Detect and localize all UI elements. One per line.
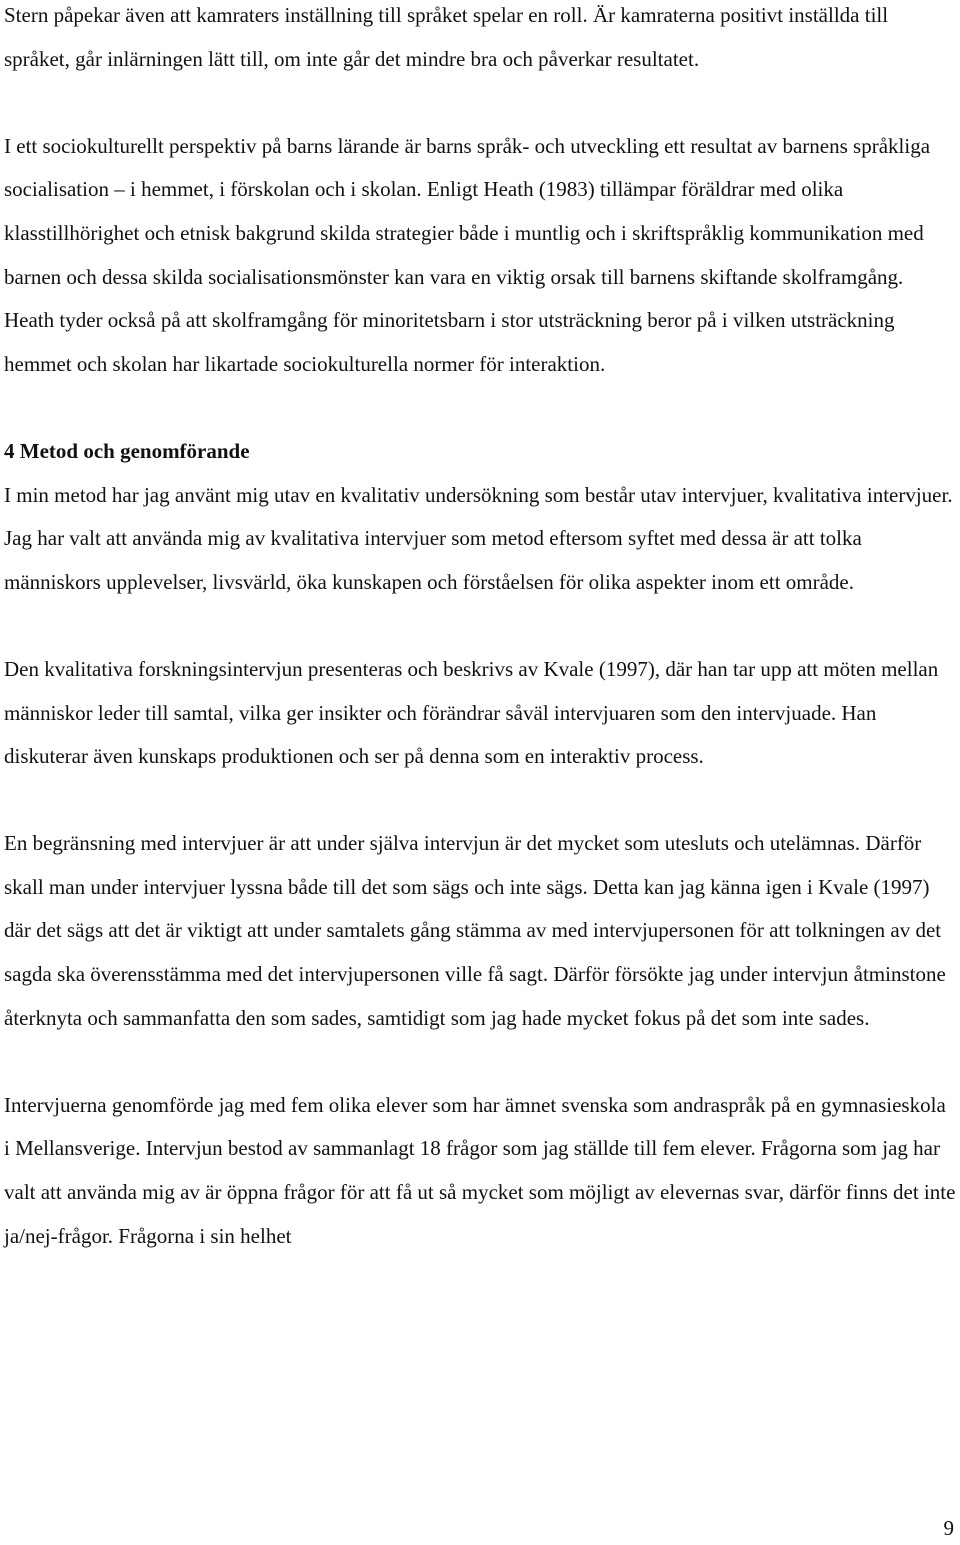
page-number: 9 <box>943 1516 954 1540</box>
paragraph-kamrater: Stern påpekar även att kamraters inställning till språket spelar en roll. Är kamraterna positivt inställda till språket, går inlärningen lätt till, om inte går det mindre bra och påverkar resultatet. <box>4 3 889 71</box>
paragraph-spacer <box>4 386 956 430</box>
paragraph-spacer <box>4 779 956 823</box>
paragraph-spacer <box>4 81 956 125</box>
paragraph-metod: I min metod har jag använt mig utav en kvalitativ undersökning som består utav intervjuer, kvalitativa intervjuer. Jag har valt att använda mig av kvalitativa intervjuer som metod eftersom syftet med dessa är att tolka människors upplevelser, livsvärld, öka kunskapen och förståelsen för olika aspekter inom ett område. <box>4 482 953 594</box>
paragraph-spacer <box>4 1040 956 1084</box>
paragraph-spacer <box>4 604 956 648</box>
paragraph-sociokulturellt: I ett sociokulturellt perspektiv på barns lärande är barns språk- och utveckling ett resultat av barnens språkliga socialisation – i hemmet, i förskolan och i skolan. Enligt Heath (1983) tillämpar föräldrar med olika klasstillhörighet och etnisk bakgrund skilda strategier både i muntlig och i skriftspråklig kommunikation med barnen och dessa skilda socialisationsmönster kan vara en viktig orsak till barnens skiftande skolframgång. Heath tyder också på att skolframgång för minoritetsbarn i stor utsträckning beror på i vilken utsträckning hemmet och skolan har likartade sociokulturella normer för interaktion. <box>4 133 931 376</box>
document-page <box>4 0 956 1258</box>
paragraph-intervjuerna: Intervjuerna genomförde jag med fem olika elever som har ämnet svenska som andraspråk på en gymnasieskola i Mellansverige. Intervjun bestod av sammanlagt 18 frågor som jag ställde till fem elever. Frågorna som jag har valt att använda mig av är öppna frågor för att få ut så mycket som möjligt av elevernas svar, därför finns det inte ja/nej-frågor. Frågorna i sin helhet <box>4 1092 956 1248</box>
paragraph-begransning: En begränsning med intervjuer är att under själva intervjun är det mycket som utesluts och utelämnas. Därför skall man under intervjuer lyssna både till det som sägs och inte sägs. Detta kan jag känna igen i Kvale (1997) där det sägs att det är viktigt att under samtalets gång stämma av med intervjupersonen för att tolkningen av det sagda ska överensstämma med det intervjupersonen ville få sagt. Därför försökte jag under intervjun åtminstone återknyta och sammanfatta den som sades, samtidigt som jag hade mycket fokus på det som inte sades. <box>4 831 946 1030</box>
paragraph-kvale: Den kvalitativa forskningsintervjun presenteras och beskrivs av Kvale (1997), där han tar upp att möten mellan människor leder till samtal, vilka ger insikter och förändrar såväl intervjuaren som den intervjuade. Han diskuterar även kunskaps produktionen och ser på denna som en interaktiv process. <box>4 656 939 769</box>
section-heading-metod: 4 Metod och genomförande <box>4 438 250 463</box>
